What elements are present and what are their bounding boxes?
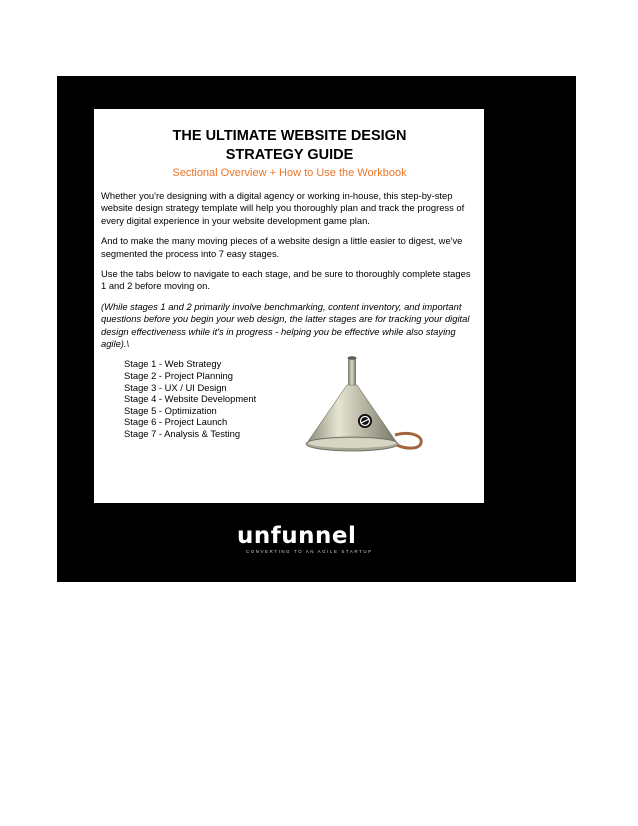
document-title [101,127,478,165]
title-line-2: STRATEGY GUIDE [225,147,354,163]
unfunnel-logo [237,523,373,566]
tabs-paragraph: Use the tabs below to navigate to each stage, and be sure to thoroughly complete stages 1 and 2 before moving on. [101,268,471,292]
stage-item: Stage 4 - Website Development [124,393,257,405]
logo-tagline: CONVERTING TO AN AGILE STARTUP [246,549,373,554]
funnel-illustration [301,355,429,459]
stage-item: Stage 7 - Analysis & Testing [124,428,241,440]
logo-wordmark: unfunnel [237,523,357,549]
title-line-1: THE ULTIMATE WEBSITE DESIGN [172,128,407,144]
document-subtitle: Sectional Overview + How to Use the Workbook [172,167,407,179]
document-card [94,109,484,503]
stage-item: Stage 1 - Web Strategy [124,358,222,370]
stage-item: Stage 2 - Project Planning [124,370,233,382]
funnel-icon [301,355,429,459]
stages-paragraph: And to make the many moving pieces of a website design a little easier to digest, we've segmented the process into 7 easy stages. [101,235,463,259]
stage-item: Stage 3 - UX / UI Design [124,381,227,393]
stage-item: Stage 6 - Project Launch [124,416,228,428]
intro-paragraph: Whether you're designing with a digital agency or working in-house, this step-by-step website design strategy template will help you thoroughly plan and track the progress of every digital experience in your website development game plan. [101,190,465,226]
stage-item: Stage 5 - Optimization [124,404,217,416]
italic-note: (While stages 1 and 2 primarily involve benchmarking, content inventory, and important questions before you begin your web design, the latter stages are for tracking your digital design effectiveness while it's in progress - helping you be effective while also staying agile).\ [101,300,470,350]
